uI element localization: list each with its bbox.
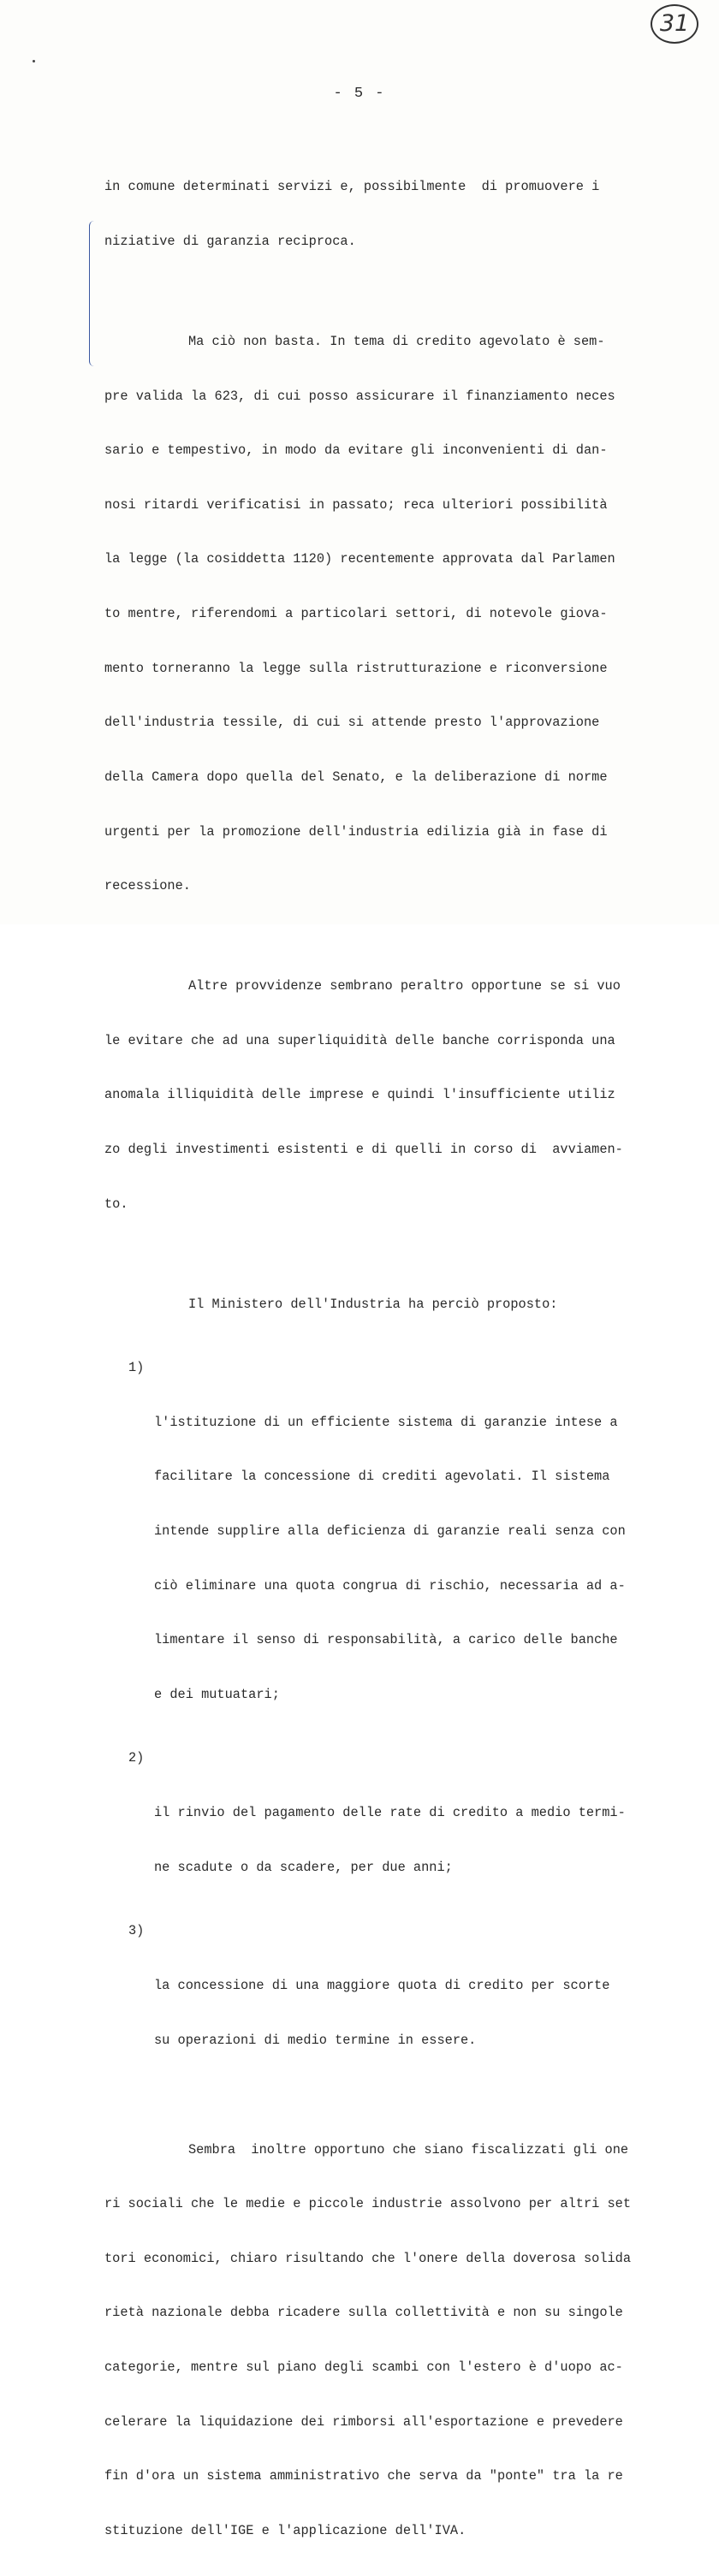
- text-line: in comune determinati servizi e, possibilmente di promuovere i: [104, 179, 600, 195]
- paragraph-4: [104, 1259, 661, 1350]
- text-line: della Camera dopo quella del Senato, e la deliberazione di norme: [104, 769, 608, 785]
- text-line: Altre provvidenze sembrano peraltro opportune se si vuo: [188, 978, 621, 994]
- text-line: nosi ritardi verificatisi in passato; reca ulteriori possibilità: [104, 496, 608, 513]
- text-line: ciò eliminare una quota congrua di rischio, necessaria ad a-: [154, 1577, 626, 1594]
- text-line: la legge (la cosiddetta 1120) recentemente approvata dal Parlamen: [104, 551, 615, 567]
- text-line: Sembra inoltre opportuno che siano fiscalizzati gli one: [188, 2141, 629, 2158]
- page-number: - 5 -: [333, 86, 386, 102]
- paragraph-5: [104, 2104, 661, 2576]
- paragraph-1: [104, 142, 661, 288]
- text-line: categorie, mentre sul piano degli scambi con l'estero è d'uopo ac-: [104, 2359, 623, 2375]
- text-line: celerare la liquidazione dei rimborsi all'esportazione e prevedere: [104, 2413, 623, 2430]
- margin-bracket: [89, 221, 98, 366]
- text-line: to mentre, riferendomi a particolari settori, di notevole giova-: [104, 606, 608, 622]
- text-line: intende supplire alla deficienza di garanzie reali senza con: [154, 1523, 626, 1540]
- document-body: [104, 142, 661, 2576]
- text-line: fin d'ora un sistema amministrativo che serva da "ponte" tra la re: [104, 2468, 623, 2484]
- text-line: urgenti per la promozione dell'industria edilizia già in fase di: [104, 823, 608, 840]
- text-line: zo degli investimenti esistenti e di quelli in corso di avviamen-: [104, 1141, 623, 1157]
- text-line: Ma ciò non basta. In tema di credito agevolato è sem-: [188, 334, 605, 350]
- list-number: 3): [128, 1923, 145, 1939]
- text-line: tori economici, chiaro risultando che l'onere della doverosa solida: [104, 2250, 632, 2266]
- list-item: [104, 1749, 661, 1913]
- text-line: Il Ministero dell'Industria ha perciò proposto:: [188, 1296, 558, 1312]
- text-line: to.: [104, 1196, 128, 1212]
- text-line: ri sociali che le medie e piccole industrie assolvono per altri set: [104, 2196, 632, 2212]
- text-line: niziative di garanzia reciproca.: [104, 234, 356, 250]
- list-item: [104, 1922, 661, 2086]
- text-line: su operazioni di medio termine in essere.: [154, 2032, 477, 2048]
- text-line: ne scadute o da scadere, per due anni;: [154, 1859, 453, 1875]
- text-line: mento torneranno la legge sulla ristrutturazione e riconversione: [104, 660, 608, 676]
- paragraph-2: [104, 297, 661, 932]
- ink-dot: [33, 60, 35, 62]
- list-number: 1): [128, 1360, 145, 1376]
- text-line: e dei mutuatari;: [154, 1686, 280, 1702]
- text-line: sario e tempestivo, in modo da evitare gli inconvenienti di dan-: [104, 442, 608, 459]
- text-line: l'istituzione di un efficiente sistema di garanzie intese a: [154, 1414, 618, 1430]
- text-line: facilitare la concessione di crediti agevolati. Il sistema: [154, 1469, 610, 1485]
- text-line: rietà nazionale debba ricadere sulla collettività e non su singole: [104, 2305, 623, 2321]
- text-line: pre valida la 623, di cui posso assicurare il finanziamento neces: [104, 388, 615, 404]
- text-line: stituzione dell'IGE e l'applicazione dell'IVA.: [104, 2522, 466, 2538]
- text-line: la concessione di una maggiore quota di credito per scorte: [154, 1977, 610, 1993]
- page-stamp: 31: [651, 4, 698, 44]
- paragraph-3: [104, 941, 661, 1249]
- text-line: il rinvio del pagamento delle rate di credito a medio termi-: [154, 1805, 626, 1821]
- text-line: dell'industria tessile, di cui si attende presto l'approvazione: [104, 715, 600, 731]
- list-item: [104, 1359, 661, 1740]
- text-line: anomala illiquidità delle imprese e quindi l'insufficiente utiliz: [104, 1087, 615, 1103]
- text-line: le evitare che ad una superliquidità delle banche corrisponda una: [104, 1032, 615, 1048]
- list-number: 2): [128, 1750, 145, 1766]
- text-line: limentare il senso di responsabilità, a carico delle banche: [154, 1632, 618, 1648]
- text-line: recessione.: [104, 878, 191, 894]
